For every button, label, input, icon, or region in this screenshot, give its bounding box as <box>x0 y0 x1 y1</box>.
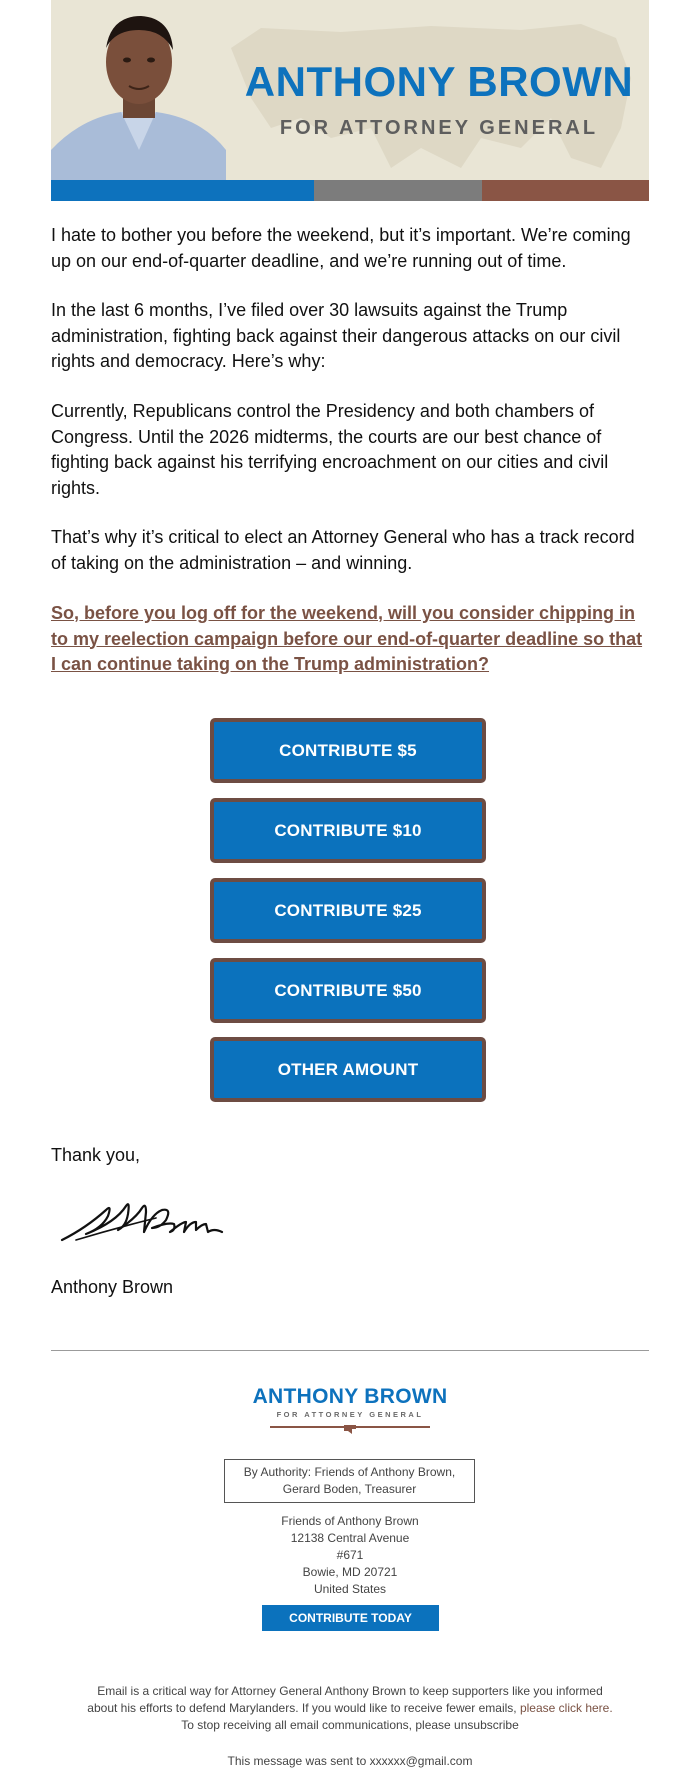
footer-logo-rule-icon <box>270 1423 430 1435</box>
banner-stripe-brown <box>482 180 649 201</box>
authority-line-1: By Authority: Friends of Anthony Brown, <box>243 1465 456 1479</box>
address-line-5: United States <box>313 1582 387 1596</box>
body-paragraph-1: I hate to bother you before the weekend, but it’s important. We’re coming up on our end-of-quarter deadline, and we’re running out of time. <box>51 225 631 271</box>
footer-logo-subtitle: FOR ATTORNEY GENERAL <box>276 1410 424 1419</box>
sent-to-notice: This message was sent to xxxxxx@gmail.com <box>227 1754 473 1768</box>
body-paragraph-2: In the last 6 months, I’ve filed over 30 lawsuits against the Trump administration, fighting back against their dangerous attacks on our civil rights and democracy. Here’s why: <box>51 300 621 371</box>
contribute-10-button[interactable]: CONTRIBUTE $10 <box>210 798 486 863</box>
notice-line-2 <box>60 1700 640 1717</box>
footer-divider <box>51 1350 649 1351</box>
authority-line-2: Gerard Boden, Treasurer <box>282 1482 417 1496</box>
contribute-25-button[interactable]: CONTRIBUTE $25 <box>210 878 486 943</box>
header-banner <box>51 0 649 201</box>
body-paragraph-3: Currently, Republicans control the Presidency and both chambers of Congress. Until the 2026 midterms, the courts are our best chance of fighting back against his terrifying encroachment on our cities and civil rights. <box>51 401 609 498</box>
contribute-5-button[interactable]: CONTRIBUTE $5 <box>210 718 486 783</box>
address-line-4: Bowie, MD 20721 <box>302 1565 398 1579</box>
donation-appeal-link[interactable]: So, before you log off for the weekend, will you consider chipping in to my reelection campaign before our end-of-quarter deadline so that I can continue taking on the Trump administration? <box>51 603 643 674</box>
banner-stripe-gray <box>314 180 482 201</box>
body-paragraph-4: That’s why it’s critical to elect an Attorney General who has a track record of taking on the administration – and winning. <box>51 527 635 573</box>
fewer-emails-link[interactable]: please click here. <box>519 1701 613 1715</box>
notice-line-2-text: about his efforts to defend Marylanders. If you would like to receive fewer emails, <box>87 1701 517 1715</box>
footer-logo <box>250 1385 450 1440</box>
paid-for-by-box <box>224 1459 475 1503</box>
signer-name: Anthony Brown <box>51 1277 174 1297</box>
footer-logo-name: ANTHONY BROWN <box>252 1385 448 1408</box>
notice-line-1: Email is a critical way for Attorney General Anthony Brown to keep supporters like you informed <box>97 1684 603 1698</box>
unsubscribe-notice[interactable]: To stop receiving all email communications, please unsubscribe <box>181 1718 519 1732</box>
closing-thanks: Thank you, <box>51 1145 141 1165</box>
candidate-portrait <box>51 0 226 180</box>
banner-subtitle: FOR ATTORNEY GENERAL <box>279 117 599 139</box>
address-line-3: #671 <box>336 1548 364 1562</box>
banner-stripe-blue <box>51 180 314 201</box>
banner-candidate-name: ANTHONY BROWN <box>244 58 634 105</box>
contribute-50-button[interactable]: CONTRIBUTE $50 <box>210 958 486 1023</box>
address-line-1: Friends of Anthony Brown <box>281 1514 419 1528</box>
signature-image <box>56 1188 236 1250</box>
address-line-2: 12138 Central Avenue <box>290 1531 410 1545</box>
contribute-today-button[interactable]: CONTRIBUTE TODAY <box>262 1605 439 1631</box>
other-amount-button[interactable]: OTHER AMOUNT <box>210 1037 486 1102</box>
